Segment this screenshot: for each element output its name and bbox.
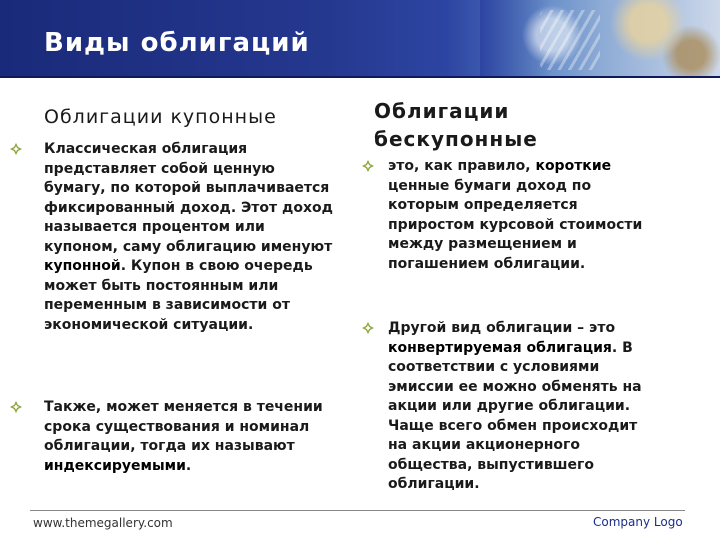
right-column-heading bbox=[374, 97, 538, 153]
header-photo-pattern bbox=[540, 10, 600, 70]
left-bullet-2 bbox=[44, 398, 340, 476]
footer-divider bbox=[30, 510, 685, 511]
bullet-emphasis: короткие bbox=[535, 158, 612, 174]
footer-website: www.themegallery.com bbox=[33, 516, 173, 530]
bullet-emphasis: индексируемыми bbox=[44, 457, 186, 474]
left-bullet-1 bbox=[44, 140, 340, 335]
diamond-bullet-icon bbox=[10, 143, 22, 155]
right-heading-line1: Облигации bbox=[374, 99, 510, 123]
right-bullet-2 bbox=[388, 319, 658, 495]
bullet-emphasis: купонной bbox=[44, 258, 121, 274]
bullet-text: . bbox=[185, 457, 192, 474]
slide-title: Виды облигаций bbox=[44, 28, 310, 58]
bullet-text: Другой вид облигации – это bbox=[388, 320, 616, 336]
bullet-text: Классическая облигация представляет собой ценную бумагу, по которой выплачивается фиксированный доход. Этот доход называется процентом или купоном, саму облигацию именуют bbox=[44, 141, 333, 255]
bullet-text: . Купон в свою очередь может быть постоянным или переменным в зависимости от экономической ситуации. bbox=[44, 258, 313, 333]
header-divider bbox=[0, 76, 720, 78]
diamond-bullet-icon bbox=[362, 322, 374, 334]
diamond-bullet-icon bbox=[10, 401, 22, 413]
bullet-text: ценные бумаги доход по которым определяется приростом курсовой стоимости между размещением и погашением облигации. bbox=[388, 177, 643, 272]
right-bullet-1 bbox=[388, 157, 658, 274]
bullet-text: . В соответствии с условиями эмиссии ее можно обменять на акции или другие облигации. Чаще всего обмен происходит на акции акционерного общества, выпустившего облигации. bbox=[388, 339, 642, 492]
right-heading-line2: бескупонные bbox=[374, 127, 538, 151]
bullet-text: Также, может меняется в течении срока существования и номинал облигации, тогда их называют bbox=[44, 399, 323, 454]
bullet-emphasis: конвертируемая облигация bbox=[388, 339, 612, 356]
diamond-bullet-icon bbox=[362, 160, 374, 172]
left-column-heading: Облигации купонные bbox=[44, 106, 277, 128]
header-photo bbox=[480, 0, 720, 78]
bullet-text: это, как правило, bbox=[388, 158, 536, 174]
company-logo-text: Company Logo bbox=[593, 515, 683, 529]
